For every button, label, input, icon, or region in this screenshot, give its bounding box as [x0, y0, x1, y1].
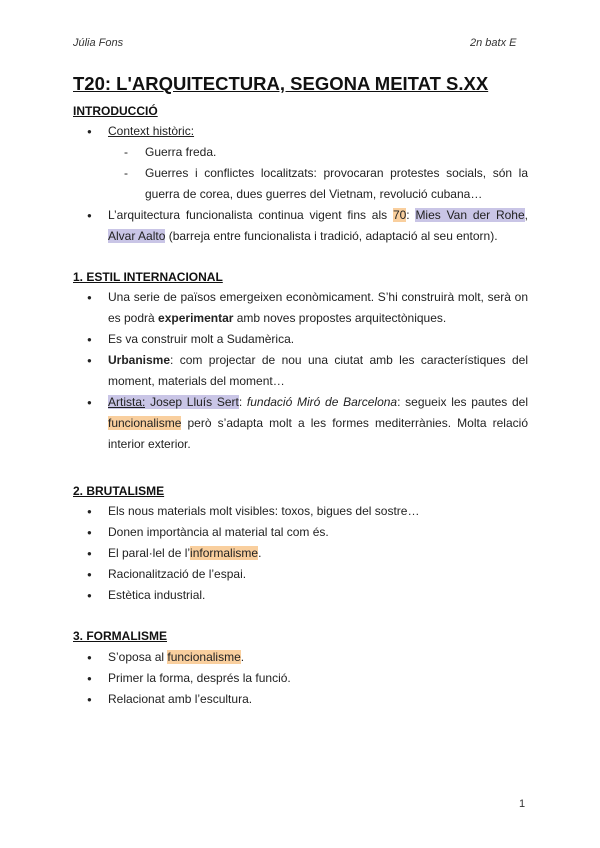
context-sublist	[108, 142, 528, 205]
text-run: Una serie de països emergeixen econòmicament. S’hi construirà molt, serà on es podrà	[108, 290, 528, 325]
artist-label: Artista:	[108, 395, 146, 409]
list-item	[73, 392, 528, 455]
text-run: :	[406, 208, 416, 222]
work-title: fundació Miró de Barcelona	[246, 395, 398, 409]
header-author: Júlia Fons	[73, 37, 124, 49]
text-run: S’oposa al	[108, 650, 168, 664]
list-item: ● Els nous materials molt visibles: toxos, bigues del sostre…	[73, 501, 528, 522]
context-label: Context històric:	[108, 124, 195, 138]
header-class: 2n batx E	[470, 37, 517, 49]
highlight-funcionalisme: funcionalisme	[167, 650, 241, 664]
list-item: ● Relacionat amb l’escultura.	[73, 689, 528, 710]
list-item: ● Primer la forma, després la funció.	[73, 668, 528, 689]
highlight-funcionalisme: funcionalisme	[108, 416, 182, 430]
list-item: - Guerra freda.	[108, 142, 528, 163]
highlight-70: 70	[392, 208, 407, 222]
list-item: ● Estètica industrial.	[73, 585, 528, 606]
text-run: (barreja entre funcionalista i tradició, adaptació al seu entorn).	[165, 229, 498, 243]
text-run: : com projectar de nou una ciutat amb les característiques del moment, materials del moment…	[108, 353, 528, 388]
list-item	[73, 287, 528, 329]
list-item	[73, 350, 528, 392]
section-heading-estil-internacional: 1. ESTIL INTERNACIONAL	[73, 270, 223, 284]
text-run: : segueix les pautes del	[397, 395, 529, 409]
text-run: .	[258, 546, 262, 560]
text-run: L’arquitectura funcionalista continua vigent fins als	[108, 208, 393, 222]
text-run: :	[238, 395, 247, 409]
section-heading-brutalisme: 2. BRUTALISME	[73, 484, 165, 498]
list-item: - Guerres i conflictes localitzats: provocaran protestes socials, són la guerra de corea, dues guerres del Vietnam, revolució cubana…	[108, 163, 528, 205]
text-run: El paral·lel de l’	[108, 546, 191, 560]
text-run: amb noves propostes arquitectòniques.	[233, 311, 447, 325]
bold-text: experimentar	[158, 311, 234, 325]
list-item	[73, 121, 528, 205]
page-title: T20: L'ARQUITECTURA, SEGONA MEITAT S.XX	[73, 73, 489, 94]
section-heading-formalisme: 3. FORMALISME	[73, 629, 168, 643]
estil-internacional-list	[73, 287, 528, 455]
list-item: ● Es va construir molt a Sudamèrica.	[73, 329, 528, 350]
text-run: però s’adapta molt a les formes mediterrànies. Molta relació interior exterior.	[108, 416, 528, 451]
highlight-mies: Mies Van der Rohe	[415, 208, 525, 222]
page-number: 1	[519, 798, 526, 810]
highlight-alvar: Alvar Aalto	[108, 229, 166, 243]
bold-text: Urbanisme	[108, 353, 171, 367]
list-item: ● Racionalització de l’espai.	[73, 564, 528, 585]
highlight-informalisme: informalisme	[190, 546, 259, 560]
list-item	[73, 647, 528, 668]
list-item: ● Donen importància al material tal com és.	[73, 522, 528, 543]
highlight-sert: Josep Lluís Sert	[150, 395, 239, 409]
text-run: .	[240, 650, 245, 664]
intro-list	[73, 121, 528, 247]
brutalisme-list	[73, 501, 528, 606]
formalisme-list	[73, 647, 528, 710]
text-run: ,	[524, 208, 528, 222]
section-heading-intro: INTRODUCCIÓ	[73, 104, 158, 118]
list-item	[73, 205, 528, 247]
list-item	[73, 543, 528, 564]
